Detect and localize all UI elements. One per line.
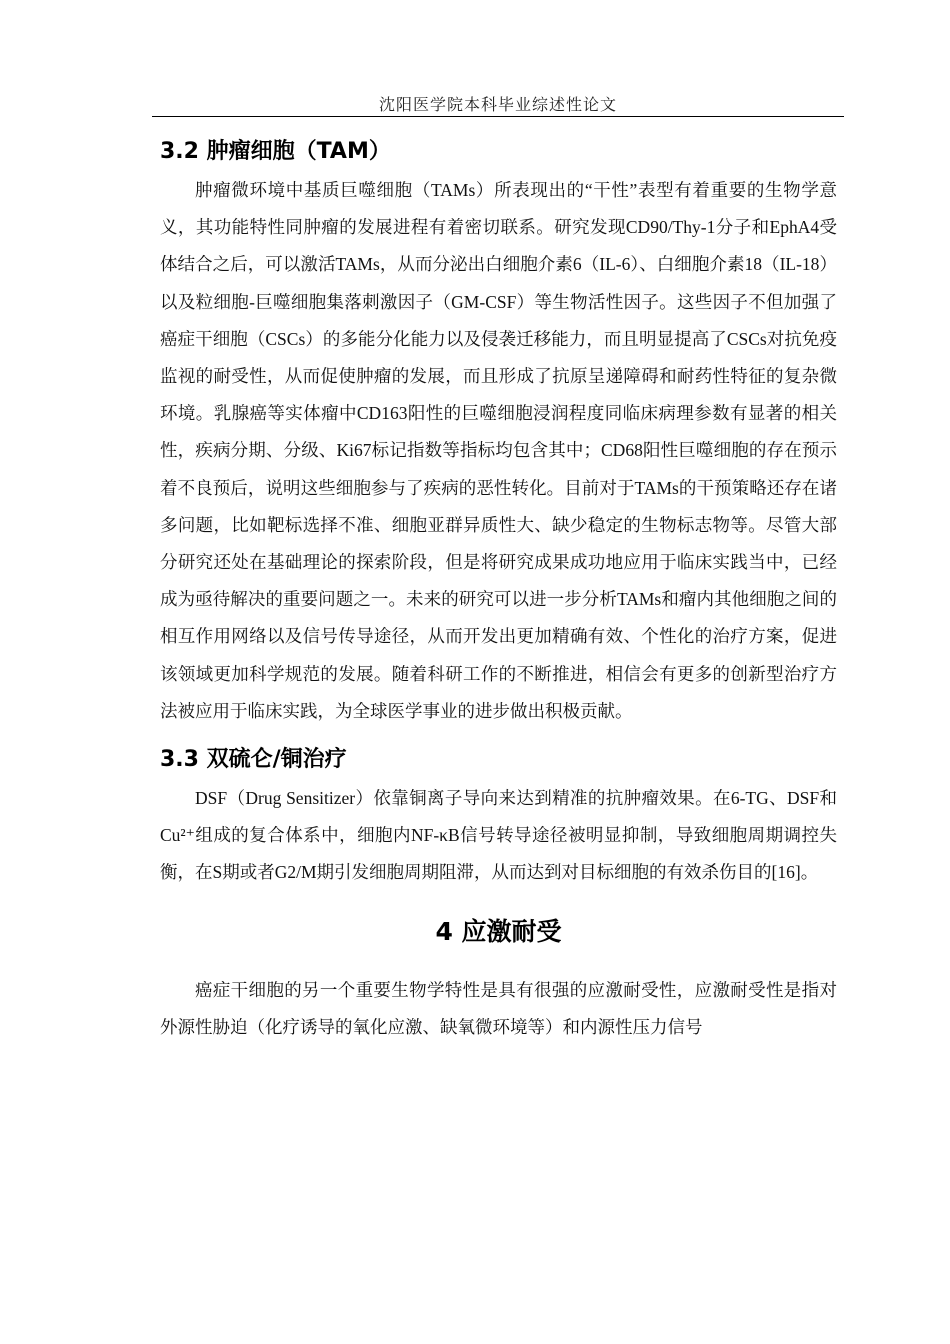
section-3-3-paragraph: DSF（Drug Sensitizer）依靠铜离子导向来达到精准的抗肿瘤效果。在6-TG、DSF和Cu²⁺组成的复合体系中，细胞内NF-κB信号转导途径被明显抑制，导致细胞周期调控失衡，在S期或者G2/M期引发细胞周期阻滞，从而达到对目标细胞的有效杀伤目的[16]。 [160,788,837,883]
document-body [160,122,837,1046]
chapter-4-paragraph: 癌症干细胞的另一个重要生物学特性是具有很强的应激耐受性，应激耐受性是指对外源性胁迫（化疗诱导的氧化应激、缺氧微环境等）和内源性压力信号 [160,979,837,1037]
section-heading-3-3: 3.3 双硫仑/铜治疗 [160,747,347,773]
section-heading-3-2: 3.2 肿瘤细胞（TAM） [160,139,391,164]
page-header: 沈阳医学院本科毕业综述性论文 [378,95,617,114]
header-divider [152,116,844,117]
section-3-2-paragraph: 肿瘤微环境中基质巨噬细胞（TAMs）所表现出的“干性”表型有着重要的生物学意义，其功能特性同肿瘤的发展进程有着密切联系。研究发现CD90/Thy-1分子和EphA4受体结合之后，可以激活TAMs，从而分泌出白细胞介素6（IL-6）、白细胞介素18（IL-18）以及粒细胞-巨噬细胞集落刺激因子（GM-CSF）等生物活性因子。这些因子不但加强了癌症干细胞（CSCs）的多能分化能力以及侵袭迁移能力，而且明显提高了CSCs对抗免疫监视的耐受性，从而促使肿瘤的发展，而且形成了抗原呈递障碍和耐药性特征的复杂微环境。乳腺癌等实体瘤中CD163阳性的巨噬细胞浸润程度同临床病理参数有显著的相关性，疾病分期、分级、Ki67标记指数等指标均包含其中；CD68阳性巨噬细胞的存在预示着不良预后，说明这些细胞参与了疾病的恶性转化。目前对于TAMs的干预策略还存在诸多问题，比如靶标选择不准、细胞亚群异质性大、缺少稳定的生物标志物等。尽管大部分研究还处在基础理论的探索阶段，但是将研究成果成功地应用于临床实践当中，已经成为亟待解决的重要问题之一。未来的研究可以进一步分析TAMs和瘤内其他细胞之间的相互作用网络以及信号传导途径，从而开发出更加精确有效、个性化的治疗方案，促进该领域更加科学规范的发展。随着科研工作的不断推进，相信会有更多的创新型治疗方法被应用于临床实践，为全球医学事业的进步做出积极贡献。 [160,180,837,721]
chapter-heading-4: 4 应激耐受 [435,916,562,946]
